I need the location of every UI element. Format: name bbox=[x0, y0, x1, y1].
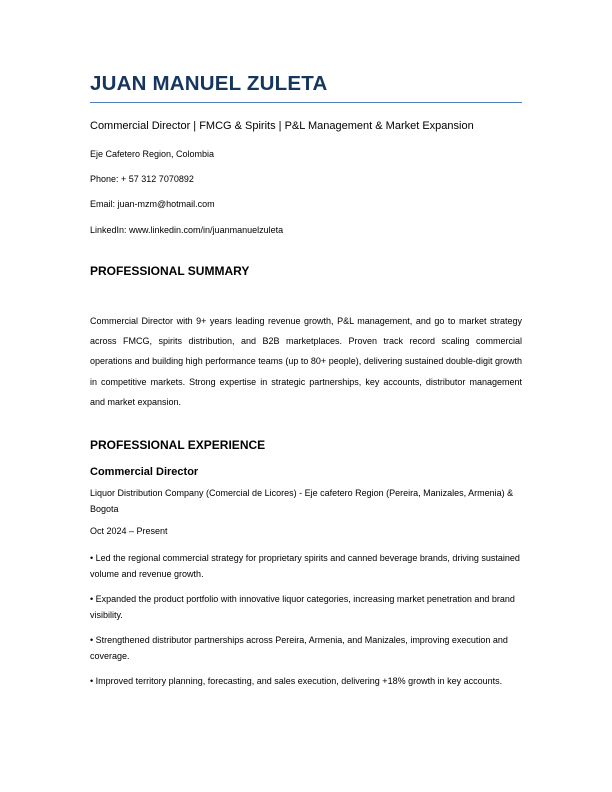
job-company: Liquor Distribution Company (Comercial de Licores) - Eje cafetero Region (Pereira, Manizales, Armenia) & Bogota bbox=[90, 488, 514, 514]
summary-text: Commercial Director with 9+ years leading revenue growth, P&L management, and go to market strategy across FMCG, spirits distribution, and B2B marketplaces. Proven track record scaling commercial operations and building high performance teams (up to 80+ people), delivering sustained double-digit growth in competitive markets. Strong expertise in strategic partnerships, key accounts, distributor management and market expansion. bbox=[90, 316, 522, 407]
summary-heading: PROFESSIONAL SUMMARY bbox=[90, 264, 250, 278]
job-bullet: • Strengthened distributor partnerships across Pereira, Armenia, and Manizales, improving execution and coverage. bbox=[90, 635, 508, 661]
job-bullet: • Expanded the product portfolio with innovative liquor categories, increasing market penetration and brand visibility. bbox=[90, 594, 515, 620]
experience-heading: PROFESSIONAL EXPERIENCE bbox=[90, 438, 266, 452]
contact-linkedin[interactable]: LinkedIn: www.linkedin.com/in/juanmanuelzuleta bbox=[90, 225, 284, 235]
candidate-name: JUAN MANUEL ZULETA bbox=[90, 72, 328, 95]
job-dates: Oct 2024 – Present bbox=[90, 526, 168, 536]
job-bullet: • Led the regional commercial strategy for proprietary spirits and canned beverage brands, driving sustained volume and revenue growth. bbox=[90, 553, 520, 579]
contact-location: Eje Cafetero Region, Colombia bbox=[90, 149, 215, 159]
professional-headline: Commercial Director | FMCG & Spirits | P&L Management & Market Expansion bbox=[90, 120, 474, 132]
contact-email[interactable]: Email: juan-mzm@hotmail.com bbox=[90, 199, 215, 209]
job-bullet: • Improved territory planning, forecasting, and sales execution, delivering +18% growth in key accounts. bbox=[90, 676, 503, 686]
job-title: Commercial Director bbox=[90, 466, 199, 478]
contact-phone: Phone: + 57 312 7070892 bbox=[90, 174, 194, 184]
name-divider bbox=[90, 102, 522, 103]
